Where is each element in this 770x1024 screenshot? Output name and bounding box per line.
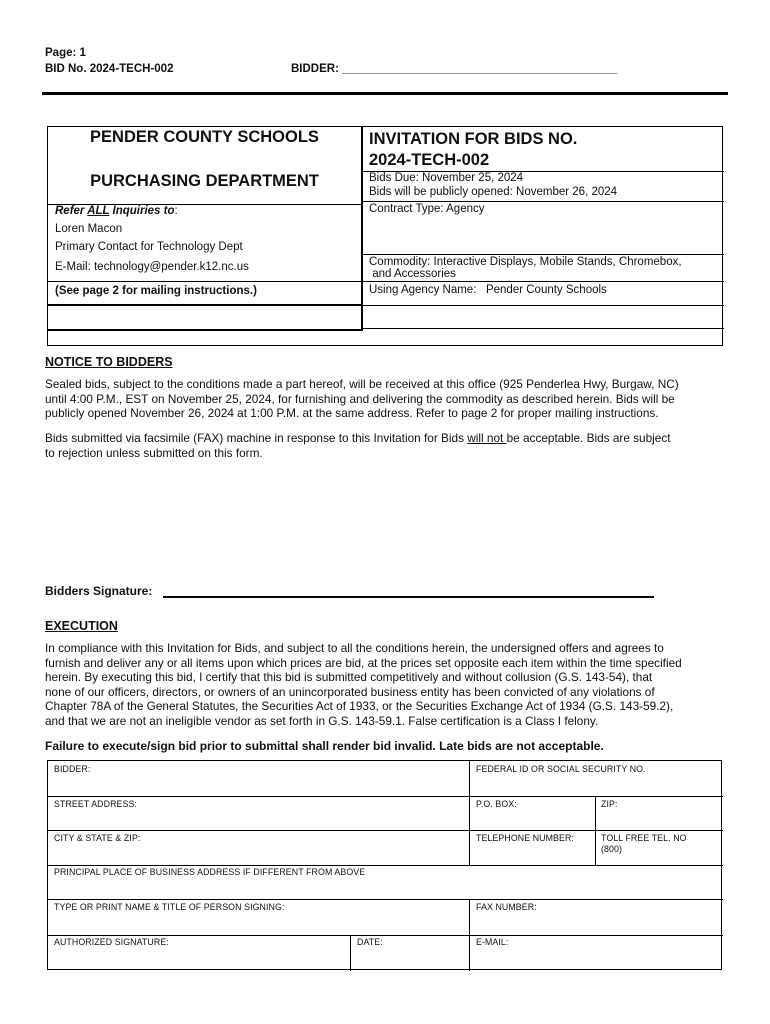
- print-name-field[interactable]: TYPE OR PRINT NAME & TITLE OF PERSON SIGNING:: [54, 902, 285, 912]
- contact-role: Primary Contact for Technology Dept: [55, 241, 243, 253]
- city-state-zip-field[interactable]: CITY & STATE & ZIP:: [54, 833, 141, 843]
- refer-inquiries: Refer ALL Inquiries to:: [55, 205, 178, 217]
- contact-name: Loren Macon: [55, 223, 123, 235]
- date-field[interactable]: DATE:: [357, 937, 383, 947]
- commodity-line2: and Accessories: [369, 268, 456, 280]
- bidder-field[interactable]: BIDDER:: [54, 764, 91, 774]
- email-field[interactable]: E-MAIL:: [476, 937, 509, 947]
- commodity-line1: Commodity: Interactive Displays, Mobile Stands, Chromebox,: [369, 256, 682, 268]
- execution-warning: Failure to execute/sign bid prior to submittal shall render bid invalid. Late bids are not acceptable.: [45, 739, 604, 753]
- ifb-title: INVITATION FOR BIDS NO.: [369, 130, 578, 148]
- notice-title: NOTICE TO BIDDERS: [45, 355, 173, 369]
- telephone-field[interactable]: TELEPHONE NUMBER:: [476, 833, 574, 843]
- agency-name: Using Agency Name: Pender County Schools: [369, 284, 607, 296]
- bidder-info-form: [47, 760, 722, 970]
- box-divider: [361, 127, 363, 331]
- page-number: 1: [79, 47, 86, 59]
- notice-paragraph-2: Bids submitted via facsimile (FAX) machine in response to this Invitation for Bids will not be acceptable. Bids are subject to rejection unless submitted on this form.: [45, 431, 671, 460]
- page-label: Page:: [45, 47, 77, 59]
- execution-title: EXECUTION: [45, 619, 118, 633]
- toll-free-field[interactable]: TOLL FREE TEL. NO (800): [601, 833, 687, 854]
- bids-due: Bids Due: November 25, 2024: [369, 172, 524, 184]
- org-name: PENDER COUNTY SCHOOLS: [90, 128, 319, 146]
- execution-paragraph: In compliance with this Invitation for Bids, and subject to all the conditions herein, the undersigned offers and agrees to furnish and deliver any or all items upon which prices are bid, at the prices set opposite each item within the time specified herein. By executing this bid, I certify that this bid is submitted competitively and without collusion (G.S. 143-54), that none of our officers, directors, or owners of an unincorporated business entity has been convicted of any violations of Chapter 78A of the General Statutes, the Securities Act of 1933, or the Securities Exchange Act of 1934 (G.S. 143-59.2), and that we are not an ineligible vendor as set forth in G.S. 143-59.1. False certification is a Class I felony.: [45, 641, 682, 728]
- invitation-box: [47, 126, 723, 346]
- bidder-header: [291, 63, 617, 75]
- ifb-number: 2024-TECH-002: [369, 151, 490, 169]
- contract-type: Contract Type: Agency: [369, 203, 485, 215]
- federal-id-field[interactable]: FEDERAL ID OR SOCIAL SECURITY NO.: [476, 764, 646, 774]
- bid-number-line: [45, 63, 173, 75]
- bidder-header-label: BIDDER:: [291, 63, 339, 75]
- bidders-signature-line[interactable]: [163, 596, 654, 598]
- street-address-field[interactable]: STREET ADDRESS:: [54, 799, 137, 809]
- authorized-signature-field[interactable]: AUTHORIZED SIGNATURE:: [54, 937, 169, 947]
- bidders-signature-label: Bidders Signature:: [45, 584, 153, 598]
- po-box-field[interactable]: P.O. BOX:: [476, 799, 517, 809]
- bid-number: 2024-TECH-002: [89, 63, 174, 75]
- bids-opened: Bids will be publicly opened: November 26, 2024: [369, 186, 618, 198]
- page-number-line: [45, 47, 86, 59]
- bidder-header-line[interactable]: ___________________________________________: [342, 63, 618, 75]
- department: PURCHASING DEPARTMENT: [90, 172, 319, 190]
- header-rule: [42, 92, 728, 95]
- fax-number-field[interactable]: FAX NUMBER:: [476, 902, 537, 912]
- contact-email[interactable]: E-Mail: technology@pender.k12.nc.us: [55, 261, 249, 273]
- principal-address-field[interactable]: PRINCIPAL PLACE OF BUSINESS ADDRESS IF DIFFERENT FROM ABOVE: [54, 867, 366, 877]
- bid-label: BID No.: [45, 63, 87, 75]
- notice-paragraph-1: Sealed bids, subject to the conditions made a part hereof, will be received at this office (925 Penderlea Hwy, Burgaw, NC) until 4:00 P.M., EST on November 25, 2024, for furnishing and delivering the commodity as described herein. Bids will be publicly opened November 26, 2024 at 1:00 P.M. at the same address. Refer to page 2 for proper mailing instructions.: [45, 377, 679, 421]
- zip-field[interactable]: ZIP:: [601, 799, 618, 809]
- mailing-note: (See page 2 for mailing instructions.): [55, 285, 257, 297]
